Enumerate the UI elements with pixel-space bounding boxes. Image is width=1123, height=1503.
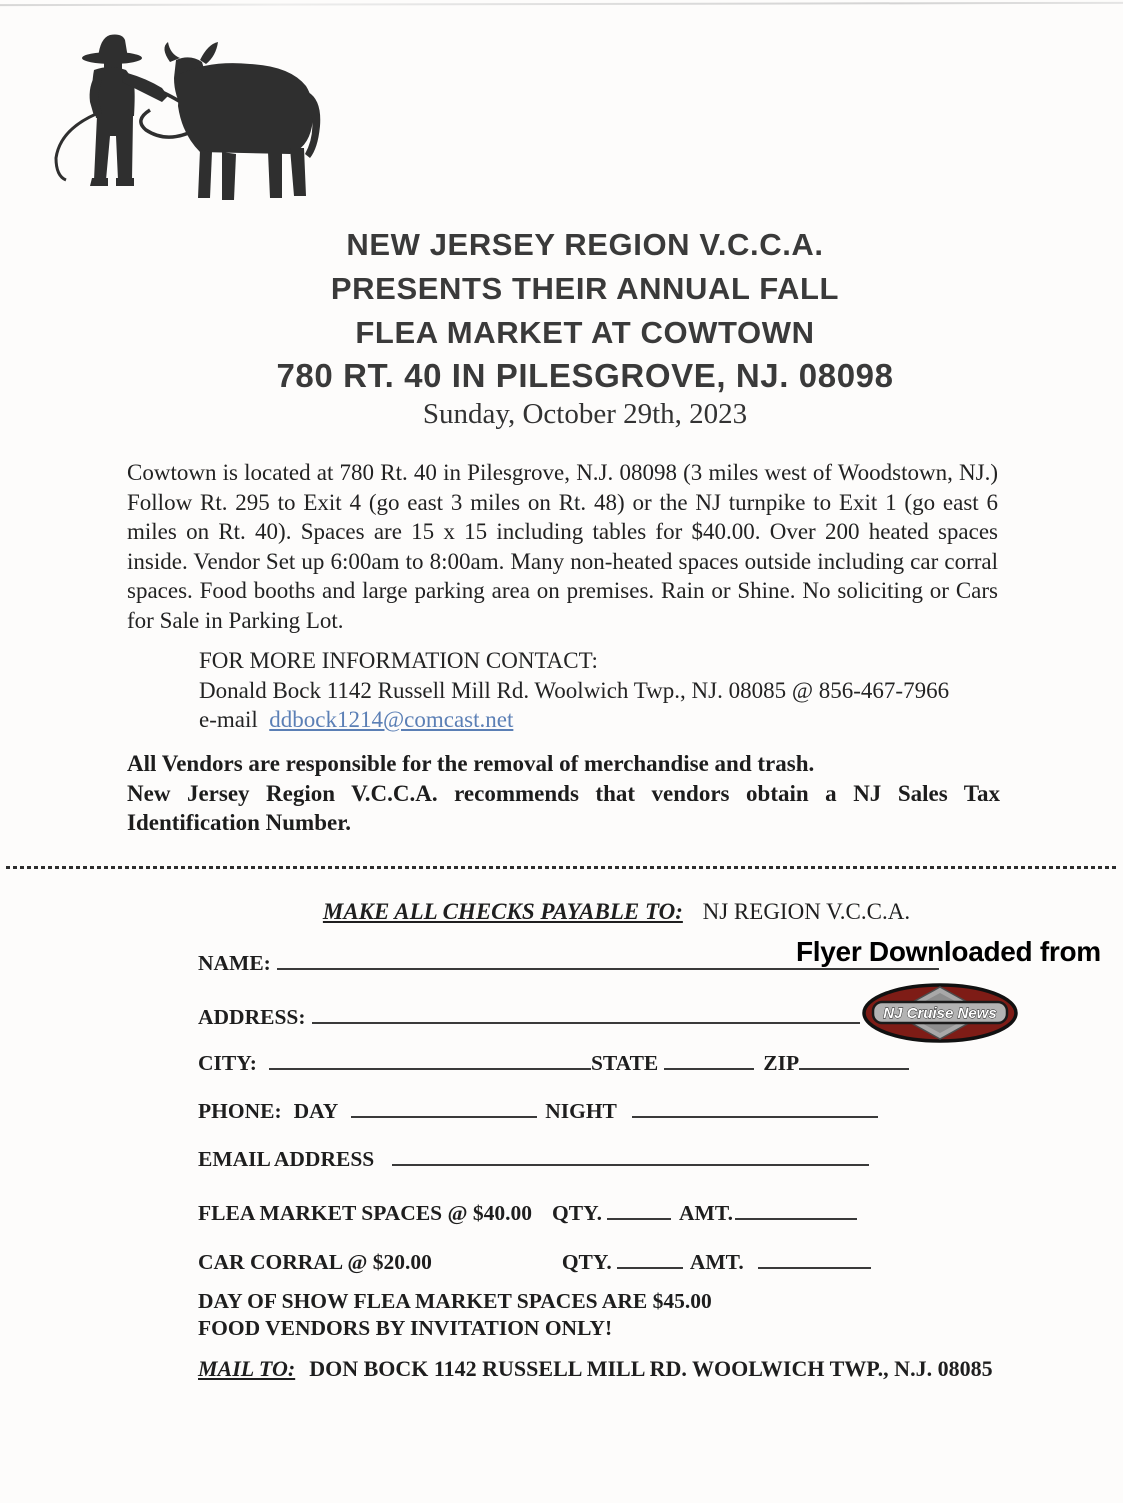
title-line-2: PRESENTS THEIR ANNUAL FALL (330, 271, 840, 306)
email-fill-line (392, 1142, 869, 1166)
phone-row (198, 1094, 878, 1124)
flea-qty-fill-line (607, 1196, 671, 1220)
city-label: CITY: (198, 1050, 257, 1075)
cowboy-and-bull-icon (50, 30, 330, 210)
address-fill-line (312, 1000, 860, 1024)
nj-cruise-news-badge-icon (861, 983, 1019, 1043)
watermark-caption: Flyer Downloaded from (796, 936, 1101, 967)
car-qty-label: QTY. (561, 1249, 612, 1274)
checks-payable-label: MAKE ALL CHECKS PAYABLE TO: (322, 899, 683, 924)
phone-night-fill-line (632, 1094, 878, 1118)
vendor-notes (127, 749, 1000, 838)
flea-amt-label: AMT. (679, 1200, 733, 1225)
state-label: STATE (590, 1050, 659, 1075)
phone-day-label: DAY (293, 1098, 339, 1123)
title-line-4-address: 780 RT. 40 IN PILESGROVE, NJ. 08098 (276, 357, 894, 394)
vendor-note-1: All Vendors are responsible for the removal of merchandise and trash. (127, 751, 815, 776)
address-row (198, 1000, 860, 1030)
name-label: NAME: (198, 950, 271, 975)
car-amt-fill-line (758, 1245, 871, 1269)
email-row (198, 1142, 869, 1172)
flea-amt-fill-line (735, 1196, 857, 1220)
car-corral-label: CAR CORRAL @ $20.00 (198, 1249, 432, 1274)
contact-email-line (199, 705, 949, 735)
phone-night-label: NIGHT (545, 1098, 617, 1123)
car-qty-fill-line (617, 1245, 683, 1269)
email-link[interactable]: ddbock1214@comcast.net (269, 707, 514, 732)
zip-fill-line (799, 1046, 909, 1070)
email-label: e-mail (199, 707, 258, 732)
city-fill-line (269, 1046, 591, 1070)
event-date: Sunday, October 29th, 2023 (422, 398, 748, 430)
zip-label: ZIP (763, 1050, 800, 1075)
day-of-show-note: DAY OF SHOW FLEA MARKET SPACES ARE $45.00 (198, 1289, 712, 1313)
contact-detail: Donald Bock 1142 Russell Mill Rd. Woolwich Twp., NJ. 08085 @ 856-467-7966 (199, 677, 950, 703)
email-address-label: EMAIL ADDRESS (198, 1146, 375, 1171)
contact-heading: FOR MORE INFORMATION CONTACT: (199, 648, 598, 673)
city-state-zip-row (198, 1046, 909, 1076)
badge-text: NJ Cruise News (883, 1005, 997, 1022)
mail-to-label: MAIL TO: (198, 1356, 296, 1381)
phone-day-fill-line (351, 1094, 537, 1118)
flea-market-row (198, 1196, 857, 1226)
checks-payable-line (110, 899, 1123, 925)
name-fill-line (277, 946, 939, 970)
mail-to-row (198, 1356, 993, 1382)
mail-to-value: DON BOCK 1142 RUSSELL MILL RD. WOOLWICH TWP., N.J. 08085 (309, 1356, 993, 1381)
car-corral-row (198, 1245, 871, 1275)
title-line-3: FLEA MARKET AT COWTOWN (355, 315, 815, 350)
address-label: ADDRESS: (198, 1004, 306, 1029)
state-fill-line (664, 1046, 754, 1070)
scan-artifact-line (0, 2, 1123, 6)
dashed-divider (6, 866, 1117, 869)
car-amt-label: AMT. (689, 1249, 744, 1274)
name-row (198, 946, 939, 976)
contact-block (199, 646, 949, 735)
intro-paragraph: Cowtown is located at 780 Rt. 40 in Pilesgrove, N.J. 08098 (3 miles west of Woodstown, NJ.) Follow Rt. 295 to Exit 4 (go east 3 miles on Rt. 48) or the NJ turnpike to Exit 1 (go east 6 miles on Rt. 40). Spaces are 15 x 15 including tables for $40.00. Over 200 heated spaces inside. Vendor Set up 6:00am to 8:00am. Many non-heated spaces outside including car corral spaces. Food booths and large parking area on premises. Rain or Shine. No soliciting or Cars for Sale in Parking Lot. (127, 460, 998, 633)
flea-spaces-label: FLEA MARKET SPACES @ $40.00 (198, 1200, 532, 1225)
phone-label: PHONE: (198, 1098, 282, 1123)
checks-payable-value: NJ REGION V.C.C.A. (702, 899, 911, 924)
food-vendors-note: FOOD VENDORS BY INVITATION ONLY! (198, 1316, 613, 1340)
title-line-1: NEW JERSEY REGION V.C.C.A. (346, 227, 824, 262)
vendor-note-2: New Jersey Region V.C.C.A. recommends that vendors obtain a NJ Sales Tax Identification Number. (127, 780, 1000, 835)
flea-qty-label: QTY. (552, 1200, 602, 1225)
